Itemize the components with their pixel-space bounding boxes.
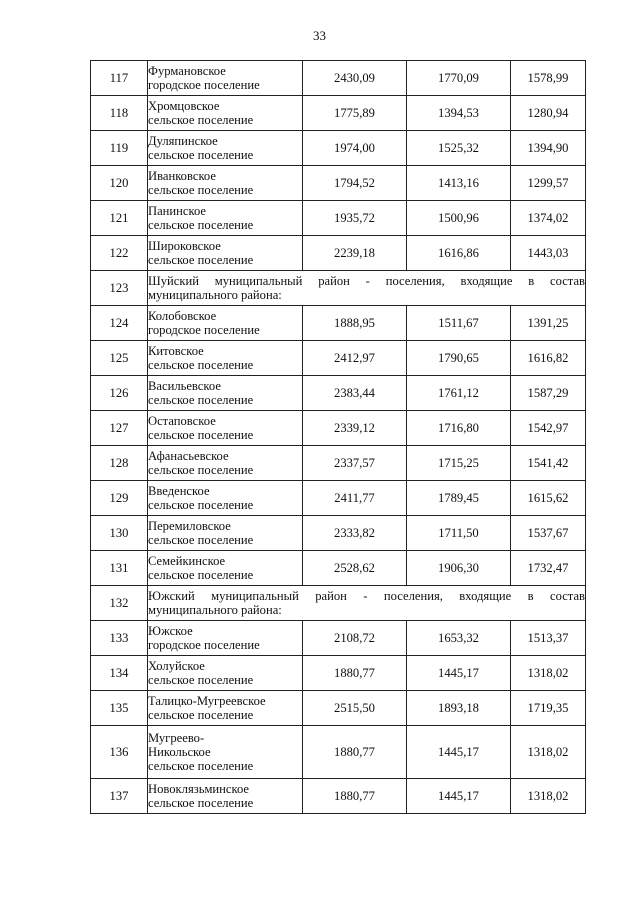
value-v3: 1513,37 [511,621,586,656]
value-v3: 1443,03 [511,236,586,271]
settlement-name: Хромцовское сельское поселение [148,96,303,131]
value-v1: 1880,77 [303,726,407,779]
value-v3: 1615,62 [511,481,586,516]
data-table [90,60,586,814]
row-number: 137 [91,779,148,814]
settlement-name: Перемиловское сельское поселение [148,516,303,551]
value-v2: 1711,50 [407,516,511,551]
settlement-name: Фурмановское городское поселение [148,61,303,96]
settlement-name: Васильевское сельское поселение [148,376,303,411]
table-row [91,61,586,96]
row-number: 123 [91,271,148,306]
row-number: 122 [91,236,148,271]
value-v2: 1616,86 [407,236,511,271]
row-number: 133 [91,621,148,656]
value-v2: 1761,12 [407,376,511,411]
row-number: 134 [91,656,148,691]
value-v2: 1770,09 [407,61,511,96]
value-v1: 2515,50 [303,691,407,726]
table-row [91,236,586,271]
settlement-name: Иванковское сельское поселение [148,166,303,201]
value-v3: 1616,82 [511,341,586,376]
table-row [91,551,586,586]
table-row [91,411,586,446]
table-row [91,621,586,656]
settlement-name: Южское городское поселение [148,621,303,656]
settlement-name: Семейкинское сельское поселение [148,551,303,586]
value-v3: 1394,90 [511,131,586,166]
row-number: 128 [91,446,148,481]
row-number: 126 [91,376,148,411]
row-number: 132 [91,586,148,621]
value-v3: 1732,47 [511,551,586,586]
value-v1: 2383,44 [303,376,407,411]
table-row [91,726,586,779]
table-row [91,516,586,551]
value-v2: 1511,67 [407,306,511,341]
row-number: 136 [91,726,148,779]
value-v2: 1413,16 [407,166,511,201]
value-v2: 1790,65 [407,341,511,376]
value-v2: 1525,32 [407,131,511,166]
value-v1: 2337,57 [303,446,407,481]
table-row [91,96,586,131]
settlement-name: Холуйское сельское поселение [148,656,303,691]
value-v3: 1391,25 [511,306,586,341]
settlement-name: Новоклязьминское сельское поселение [148,779,303,814]
table-row [91,376,586,411]
row-number: 124 [91,306,148,341]
value-v3: 1537,67 [511,516,586,551]
value-v1: 1888,95 [303,306,407,341]
table-group-row [91,586,586,621]
value-v3: 1318,02 [511,656,586,691]
value-v1: 2333,82 [303,516,407,551]
value-v3: 1719,35 [511,691,586,726]
value-v2: 1445,17 [407,656,511,691]
page-number: 33 [313,28,326,43]
value-v3: 1374,02 [511,201,586,236]
table-row [91,656,586,691]
settlement-name: Дуляпинское сельское поселение [148,131,303,166]
table-row [91,166,586,201]
settlement-name: Остаповское сельское поселение [148,411,303,446]
table-row [91,306,586,341]
row-number: 118 [91,96,148,131]
table-row [91,131,586,166]
value-v1: 2430,09 [303,61,407,96]
value-v1: 2411,77 [303,481,407,516]
district-header: Шуйский муниципальный район - поселения, входящие в состав муниципального района: [148,271,586,306]
value-v3: 1542,97 [511,411,586,446]
value-v1: 1880,77 [303,779,407,814]
value-v3: 1318,02 [511,779,586,814]
table-row [91,446,586,481]
settlement-name: Широковское сельское поселение [148,236,303,271]
table-row [91,691,586,726]
value-v2: 1715,25 [407,446,511,481]
value-v1: 1794,52 [303,166,407,201]
value-v2: 1906,30 [407,551,511,586]
settlement-name: Китовское сельское поселение [148,341,303,376]
row-number: 129 [91,481,148,516]
value-v1: 1880,77 [303,656,407,691]
value-v3: 1578,99 [511,61,586,96]
value-v3: 1280,94 [511,96,586,131]
value-v1: 1775,89 [303,96,407,131]
district-header: Южский муниципальный район - поселения, входящие в состав муниципального района: [148,586,586,621]
value-v3: 1541,42 [511,446,586,481]
table-group-row [91,271,586,306]
value-v2: 1394,53 [407,96,511,131]
value-v2: 1653,32 [407,621,511,656]
table-row [91,341,586,376]
row-number: 135 [91,691,148,726]
value-v1: 2412,97 [303,341,407,376]
row-number: 117 [91,61,148,96]
value-v1: 2108,72 [303,621,407,656]
value-v2: 1789,45 [407,481,511,516]
value-v2: 1445,17 [407,726,511,779]
row-number: 131 [91,551,148,586]
value-v1: 2528,62 [303,551,407,586]
table-row [91,201,586,236]
value-v3: 1318,02 [511,726,586,779]
value-v2: 1716,80 [407,411,511,446]
value-v2: 1445,17 [407,779,511,814]
row-number: 125 [91,341,148,376]
row-number: 120 [91,166,148,201]
value-v2: 1500,96 [407,201,511,236]
value-v2: 1893,18 [407,691,511,726]
row-number: 127 [91,411,148,446]
settlement-name: Колобовское городское поселение [148,306,303,341]
value-v1: 1974,00 [303,131,407,166]
value-v3: 1299,57 [511,166,586,201]
value-v1: 2339,12 [303,411,407,446]
settlement-name: Введенское сельское поселение [148,481,303,516]
table-row [91,481,586,516]
row-number: 130 [91,516,148,551]
value-v1: 2239,18 [303,236,407,271]
value-v1: 1935,72 [303,201,407,236]
row-number: 119 [91,131,148,166]
settlement-name: Панинское сельское поселение [148,201,303,236]
table-row [91,779,586,814]
row-number: 121 [91,201,148,236]
settlement-name: Талицко-Мугреевское сельское поселение [148,691,303,726]
settlement-name: Афанасьевское сельское поселение [148,446,303,481]
value-v3: 1587,29 [511,376,586,411]
settlement-name: Мугреево- Никольское сельское поселение [148,726,303,779]
